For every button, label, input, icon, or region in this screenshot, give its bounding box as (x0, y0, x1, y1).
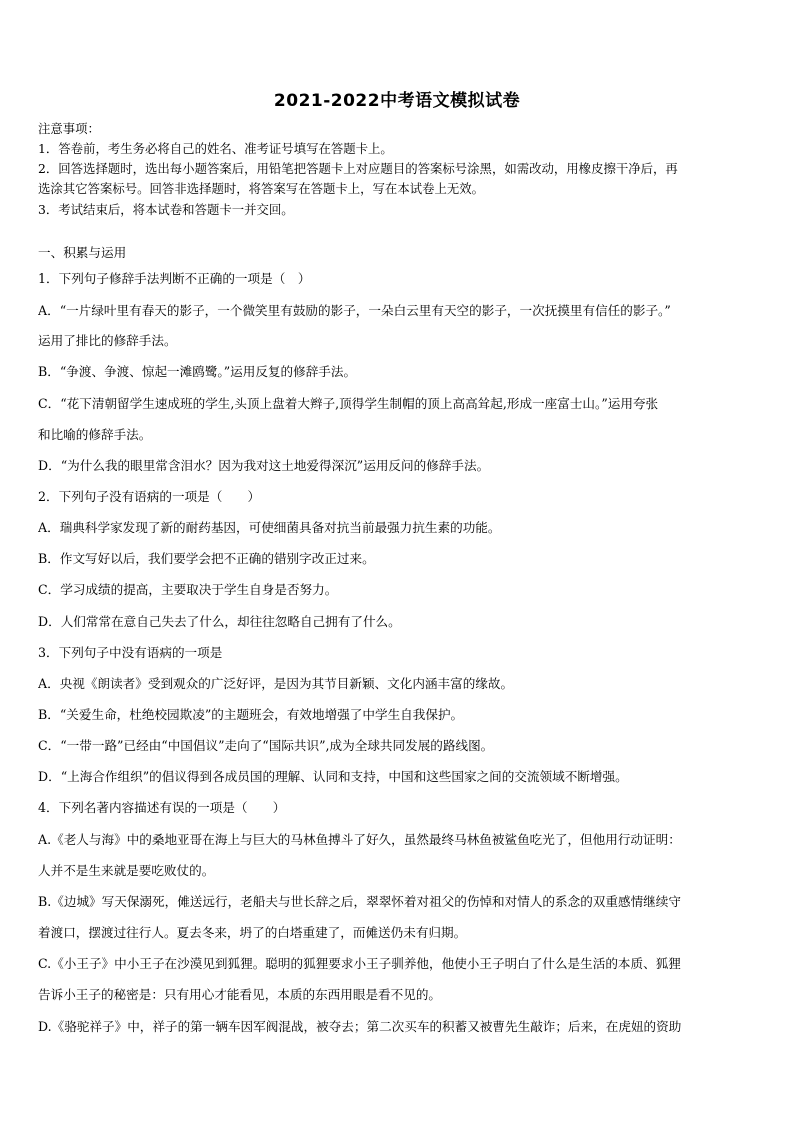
page-title: 2021-2022中考语文模拟试卷 (273, 91, 521, 111)
question-line: A．“一片绿叶里有春天的影子，一个微笑里有鼓励的影子，一朵白云里有天空的影子，一次抚摸里有信任的影子。” (38, 303, 671, 318)
question-line: D．人们常常在意自己失去了什么，却往往忽略自己拥有了什么。 (38, 614, 401, 629)
question-line: A.《老人与海》中的桑地亚哥在海上与巨大的马林鱼搏斗了好久，虽然最终马林鱼被鲨鱼吃光了，但他用行动证明： (38, 832, 681, 847)
question-line: 和比喻的修辞手法。 (38, 427, 152, 442)
question-line: A．央视《朗读者》受到观众的广泛好评，是因为其节目新颖、文化内涵丰富的缘故。 (38, 676, 514, 691)
question-line: 3．下列句子中没有语病的一项是 (38, 645, 223, 660)
question-line: 运用了排比的修辞手法。 (38, 333, 177, 348)
question-line: C．“一带一路”已经由“中国倡议”走向了“国际共识”,成为全球共同发展的路线图。 (38, 738, 494, 753)
notice-item: 2．回答选择题时，选出每小题答案后，用铅笔把答题卡上对应题目的答案标号涂黑，如需改动，用橡皮擦干净后，再 (38, 161, 678, 176)
question-line: D．“上海合作组织”的倡议得到各成员国的理解、认同和支持，中国和这些国家之间的交流领域不断增强。 (38, 769, 628, 784)
question-line: B．“关爱生命，杜绝校园欺凌”的主题班会，有效地增强了中学生自我保护。 (38, 707, 464, 722)
question-line: 着渡口，摆渡过往行人。夏去冬来，坍了的白塔重建了，而傩送仍未有归期。 (38, 925, 467, 940)
question-line: D.《骆驼祥子》中，祥子的第一辆车因军阀混战，被夺去；第二次买车的积蓄又被曹先生敲诈；后来，在虎妞的资助 (38, 1019, 682, 1034)
question-line: C．学习成绩的提高，主要取决于学生自身是否努力。 (38, 582, 338, 597)
question-line: 2．下列句子没有语病的一项是（ ） (38, 489, 261, 504)
notice-item: 选涂其它答案标号。回答非选择题时，将答案写在答题卡上，写在本试卷上无效。 (38, 181, 485, 196)
notice-item: 3．考试结束后，将本试卷和答题卡一并交回。 (38, 202, 294, 217)
notice-item: 1．答卷前，考生务必将自己的姓名、准考证号填写在答题卡上。 (38, 141, 393, 156)
question-line: B．作文写好以后，我们要学会把不正确的错别字改正过来。 (38, 551, 375, 566)
question-line: A．瑞典科学家发现了新的耐药基因，可使细菌具备对抗当前最强力抗生素的功能。 (38, 520, 501, 535)
notice-heading: 注意事项： (38, 121, 100, 136)
question-line: 1．下列句子修辞手法判断不正确的一项是（ ） (38, 271, 311, 286)
section-heading: 一、积累与运用 (38, 245, 127, 260)
question-line: D．“为什么我的眼里常含泪水？因为我对这土地爱得深沉”运用反问的修辞手法。 (38, 458, 490, 473)
question-line: B．“争渡、争渡、惊起一滩鸥鹭。”运用反复的修辞手法。 (38, 364, 357, 379)
question-line: B.《边城》写天保溺死，傩送远行，老船夫与世长辞之后，翠翠怀着对祖父的伤悼和对情人的系念的双重感情继续守 (38, 894, 681, 909)
question-line: 4．下列名著内容描述有误的一项是（ ） (38, 800, 286, 815)
question-line: 人并不是生来就是要吃败仗的。 (38, 863, 215, 878)
question-line: C．“花下清朝留学生速成班的学生,头顶上盘着大辫子,顶得学生制帽的顶上高高耸起,形成一座富士山。”运用夸张 (38, 396, 659, 411)
question-line: C.《小王子》中小王子在沙漠见到狐狸。聪明的狐狸要求小王子驯养他，他使小王子明白了什么是生活的本质、狐狸 (38, 956, 681, 971)
question-line: 告诉小王子的秘密是：只有用心才能看见，本质的东西用眼是看不见的。 (38, 987, 441, 1002)
